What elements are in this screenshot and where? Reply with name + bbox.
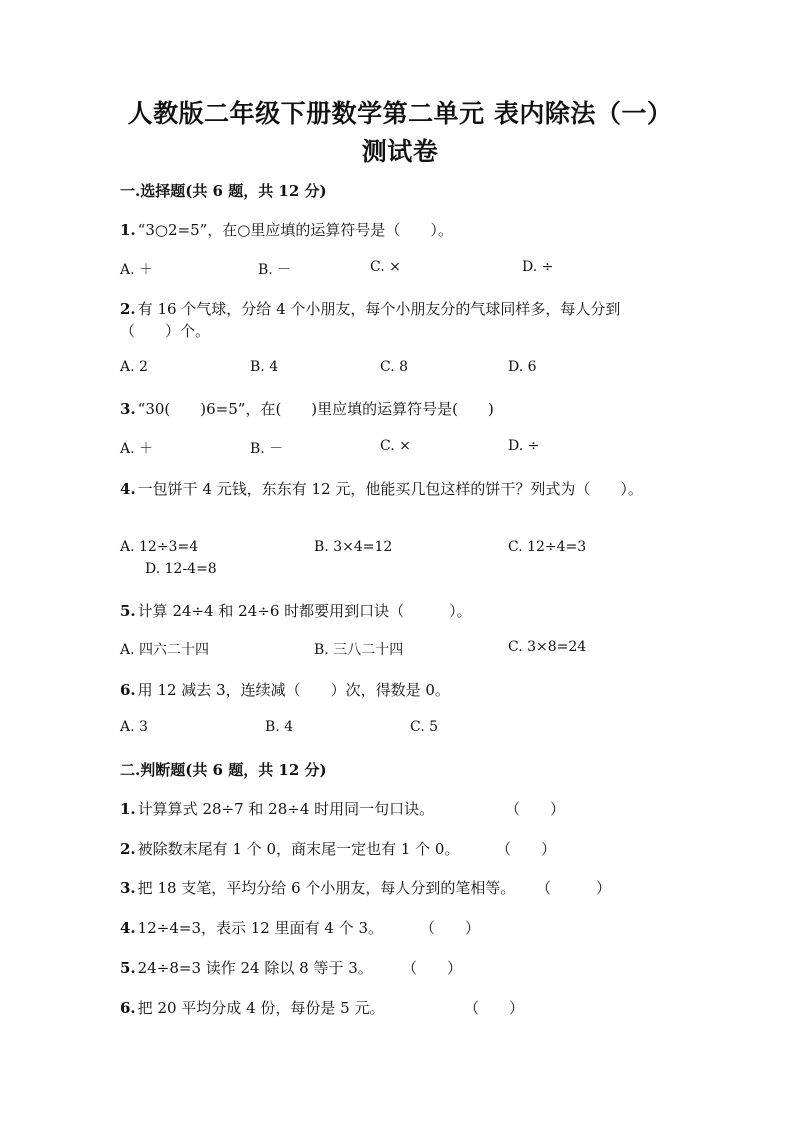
answer-paren: （ ） <box>536 879 612 897</box>
option-b: B. 4 <box>265 719 294 735</box>
option-a: A. 12÷3=4 <box>120 539 199 555</box>
judge-question-5 <box>120 957 373 978</box>
answer-paren: （ ） <box>505 800 566 818</box>
question-4 <box>120 478 643 499</box>
judge-question-4 <box>120 917 383 938</box>
question-text: 24÷8=3 读作 24 除以 8 等于 3。 <box>137 959 373 977</box>
option-d: D. ÷ <box>522 259 554 275</box>
option-a: A. 2 <box>120 359 148 375</box>
option-b: B. 4 <box>250 359 279 375</box>
question-6 <box>120 679 450 700</box>
option-b: B. － <box>250 441 284 457</box>
question-2-cont: （ ）个。 <box>120 322 211 340</box>
question-5 <box>120 600 472 621</box>
question-1 <box>120 219 453 240</box>
question-text: 有 16 个气球，分给 4 个小朋友，每个小朋友分的气球同样多，每人分到 <box>137 300 621 318</box>
option-c: C. 12÷4=3 <box>508 539 587 555</box>
answer-paren: （ ） <box>496 840 557 858</box>
question-text: 被除数末尾有 1 个 0，商末尾一定也有 1 个 0。 <box>137 840 460 858</box>
question-number: 1. <box>120 800 136 818</box>
page-title-line2: 测试卷 <box>361 137 439 166</box>
judge-question-3 <box>120 877 515 898</box>
question-text: 把 18 支笔，平均分给 6 个小朋友，每人分到的笔相等。 <box>137 879 516 897</box>
question-number: 6. <box>120 999 136 1017</box>
option-b: B. 3×4=12 <box>314 539 393 555</box>
option-c: C. × <box>380 438 411 454</box>
question-text: 计算 24÷4 和 24÷6 时都要用到口诀（ ）。 <box>137 602 472 620</box>
answer-paren: （ ） <box>402 959 463 977</box>
question-text: 用 12 减去 3，连续减（ ）次，得数是 0。 <box>137 681 450 699</box>
option-c: C. 3×8=24 <box>508 639 587 655</box>
question-number: 3. <box>120 879 136 897</box>
option-c: C. × <box>370 259 401 275</box>
option-b: B. 三八二十四 <box>314 642 404 658</box>
question-number: 4. <box>120 919 136 937</box>
section-heading-choice: 一.选择题(共 6 题，共 12 分) <box>120 182 327 200</box>
section-heading-judge: 二.判断题(共 6 题，共 12 分) <box>120 761 327 779</box>
question-number: 5. <box>120 602 136 620</box>
option-a: A. 四六二十四 <box>120 642 210 658</box>
question-number: 5. <box>120 959 136 977</box>
question-text: 把 20 平均分成 4 份，每份是 5 元。 <box>137 999 385 1017</box>
question-text: “3○2=5”，在○里应填的运算符号是（ ）。 <box>137 221 453 239</box>
question-2 <box>120 298 620 319</box>
judge-question-1 <box>120 798 434 819</box>
question-number: 3. <box>120 400 136 418</box>
question-3 <box>120 398 494 419</box>
question-text: “30( )6=5”，在( )里应填的运算符号是( ) <box>137 400 494 418</box>
option-a: A. ＋ <box>120 441 154 457</box>
question-number: 6. <box>120 681 136 699</box>
option-a: A. 3 <box>120 719 148 735</box>
option-d: D. 6 <box>508 359 537 375</box>
answer-paren: （ ） <box>420 919 481 937</box>
question-number: 4. <box>120 480 136 498</box>
judge-question-6 <box>120 997 384 1018</box>
question-text: 一包饼干 4 元钱，东东有 12 元，他能买几包这样的饼干？列式为（ ）。 <box>137 480 643 498</box>
question-text: 12÷4=3，表示 12 里面有 4 个 3。 <box>137 919 383 937</box>
option-c: C. 5 <box>410 719 439 735</box>
option-d: D. ÷ <box>508 438 540 454</box>
judge-question-2 <box>120 838 459 859</box>
option-b: B. － <box>258 262 292 278</box>
question-number: 2. <box>120 300 136 318</box>
option-d: D. 12-4=8 <box>145 561 217 577</box>
option-a: A. ＋ <box>120 262 154 278</box>
option-c: C. 8 <box>380 359 409 375</box>
answer-paren: （ ） <box>464 999 525 1017</box>
page-title-line1: 人教版二年级下册数学第二单元 表内除法（一） <box>127 99 673 128</box>
question-number: 1. <box>120 221 136 239</box>
question-text: 计算算式 28÷7 和 28÷4 时用同一句口诀。 <box>137 800 435 818</box>
question-number: 2. <box>120 840 136 858</box>
